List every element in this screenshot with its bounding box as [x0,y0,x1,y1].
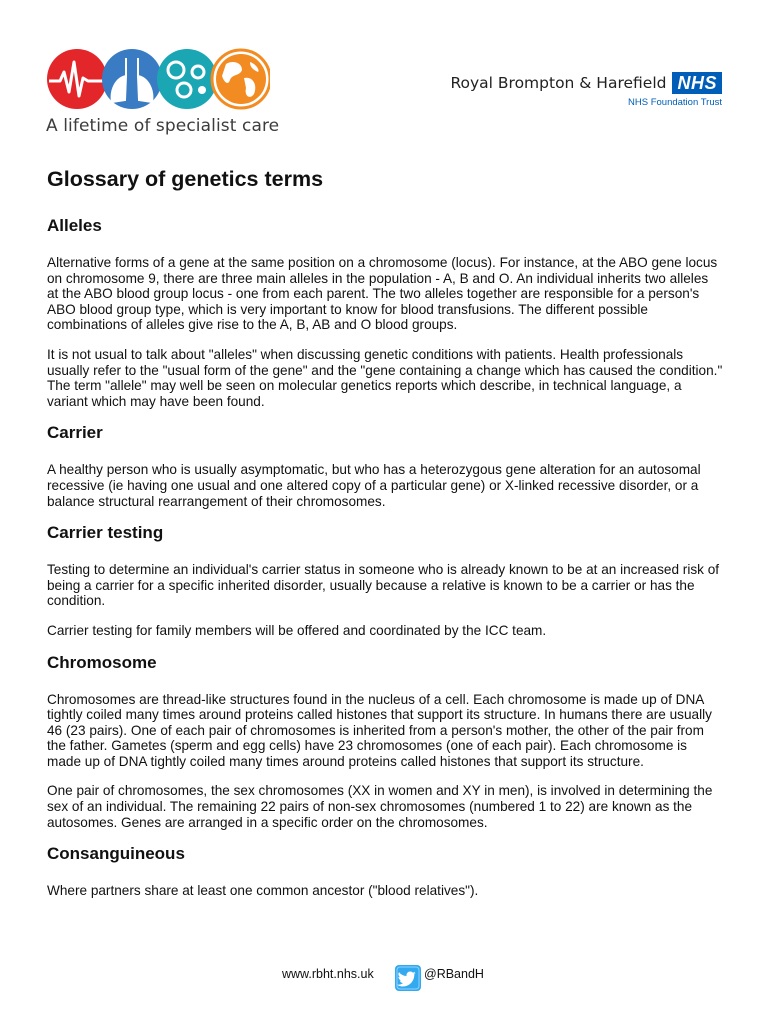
glossary-entry-alleles [47,216,723,409]
glossary-entry-carrier [47,423,723,509]
twitter-handle[interactable]: @RBandH [424,967,484,981]
entry-paragraph: A healthy person who is usually asymptomatic, but who has a heterozygous gene alteration for an autosomal recessive (ie having one usual and one altered copy of a particular gene) or X-linked recessive disorder, or a balance structural rearrangement of their chromosomes. [47,462,701,509]
glossary-entry-chromosome [47,653,723,831]
glossary-entry-carrier-testing [47,523,723,638]
entry-paragraph: Alternative forms of a gene at the same position on a chromosome (locus). For instance, at the ABO gene locus on chromosome 9, there are three main alleles in the population - A, B and O. An individual inherits two alleles at the ABO blood group locus - one from each parent. The two alleles together are responsible for a person's ABO blood group type, which is very important to know for blood transfusions. The different possible combinations of alleles give rise to the A, B, AB and O blood groups. [47,255,718,333]
entry-paragraph: Where partners share at least one common ancestor ("blood relatives"). [47,883,479,899]
trust-logo [450,72,722,108]
twitter-icon[interactable] [395,965,421,991]
page-header [0,0,768,150]
trust-subtitle: NHS Foundation Trust [628,97,722,108]
trust-name: Royal Brompton & Harefield [450,74,667,92]
entry-heading: Carrier [47,423,103,443]
page-title: Glossary of genetics terms [47,167,324,191]
entry-paragraph: It is not usual to talk about "alleles" when discussing genetic conditions with patients. Health professionals usually refer to the "usual form of the gene" and the "gene containing a change which has caused the condition." The term "allele" may well be seen on molecular genetics reports which describe, in technical language, a variant which may have been found. [47,346,723,409]
entry-heading: Consanguineous [47,844,185,864]
tagline: A lifetime of specialist care [46,116,280,136]
entry-heading: Chromosome [47,652,157,672]
document-body [47,167,723,913]
entry-heading: Carrier testing [47,523,164,543]
website-link[interactable]: www.rbht.nhs.uk [282,967,374,981]
entry-paragraph: Testing to determine an individual's carrier status in someone who is already known to be at an increased risk of being a carrier for a specific inherited disorder, usually because a relative is known to be a carrier or has the condition. [47,562,720,609]
glossary-entry-consanguineous [47,844,723,899]
entry-heading: Alleles [47,216,102,235]
nhs-badge: NHS [672,72,722,94]
rbh-logo-icon [46,48,270,110]
entry-paragraph: Chromosomes are thread-like structures found in the nucleus of a cell. Each chromosome is made up of DNA tightly coiled many times around proteins called histones that support its structure. In humans there are usually 46 (23 pairs). One of each pair of chromosomes is inherited from a person's mother, the other of the pair from the father. Gametes (sperm and egg cells) have 23 chromosomes (one of each pair). Each chromosome is made up of DNA tightly coiled many times around proteins called histones that support its structure. [47,691,712,769]
entry-paragraph: Carrier testing for family members will be offered and coordinated by the ICC team. [47,622,547,638]
page-footer [0,963,768,1003]
entry-paragraph: One pair of chromosomes, the sex chromosomes (XX in women and XY in men), is involved in determining the sex of an individual. The remaining 22 pairs of non-sex chromosomes (numbered 1 to 22) are known as the autosomes. Genes are arranged in a specific order on the chromosomes. [47,783,713,830]
